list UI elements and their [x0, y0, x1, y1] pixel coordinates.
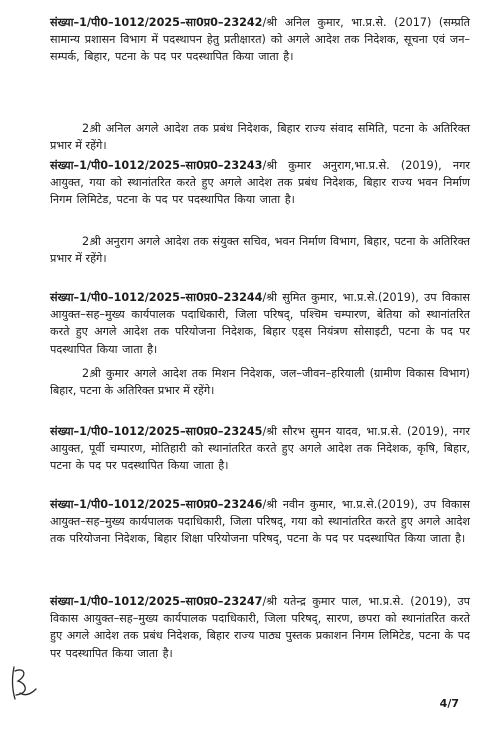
- sub-text: श्री कुमार अगले आदेश तक मिशन निदेशक, जल–जीवन–हरियाली (ग्रामीण विकास विभाग) बिहार, पटना के अतिरिक्त प्रभार में रहेंगे।: [50, 367, 470, 398]
- sub-text: श्री अनुराग अगले आदेश तक संयुक्त सचिव, भवन निर्माण विभाग, बिहार, पटना के अतिरिक्त प्रभार में रहेंगे।: [50, 235, 470, 266]
- order-number: संख्या–1/पी0–1012/2025–सा0प्र0–23244: [50, 291, 263, 304]
- order-number: संख्या–1/पी0–1012/2025–सा0प्र0–23245: [50, 425, 263, 438]
- order-5: [50, 496, 470, 548]
- order-2: [50, 157, 470, 209]
- order-3: [50, 289, 470, 358]
- sub-text: श्री अनिल अगले आदेश तक प्रबंध निदेशक, बिहार राज्य संवाद समिति, पटना के अतिरिक्त प्रभार में रहेंगे।: [50, 122, 470, 153]
- order-text: /श्री कुमार अनुराग,भा.प्र.से. (2019), नगर आयुक्त, गया को स्थानांतरित करते हुए अगले आदेश तक प्रबंध निदेशक, बिहार राज्य भवन निर्माण निगम लिमिटेड, पटना के पद पर पदस्थापित किया जाता है।: [50, 159, 470, 207]
- order-1: [50, 14, 470, 66]
- order-text: /श्री अनिल कुमार, भा.प्र.से. (2017) (सम्प्रति सामान्य प्रशासन विभाग में पदस्थापन हेतु प्रतीक्षारत) को अगले आदेश तक निदेशक, सूचना एवं जन–सम्पर्क, बिहार, पटना के पद पर पदस्थापित किया जाता है।: [50, 16, 470, 64]
- order-text: /श्री नवीन कुमार, भा.प्र.से.(2019), उप विकास आयुक्त–सह–मुख्य कार्यपालक पदाधिकारी, जिला परिषद्, गया को स्थानांतरित करते हुए अगले आदेश तक परियोजना निदेशक, बिहार शिक्षा परियोजना परिषद्, पटना के पद पर पदस्थापित किया जाता है।: [50, 498, 470, 546]
- order-2-sub: [50, 233, 470, 267]
- order-number: संख्या–1/पी0–1012/2025–सा0प्र0–23243: [50, 159, 263, 172]
- order-1-sub: [50, 120, 470, 154]
- sub-number: 2.: [82, 122, 93, 135]
- order-number: संख्या–1/पी0–1012/2025–सा0प्र0–23247: [50, 595, 263, 608]
- handwritten-signature: [8, 663, 38, 703]
- sub-number: 2.: [82, 367, 93, 380]
- order-number: संख्या–1/पी0–1012/2025–सा0प्र0–23242: [50, 16, 263, 29]
- order-text: /श्री यतेन्द्र कुमार पाल, भा.प्र.से. (2019), उप विकास आयुक्त–सह–मुख्य कार्यपालक पदाधिकारी, जिला परिषद्, सारण, छपरा को स्थानांतरित करते हुए अगले आदेश तक प्रबंध निदेशक, बिहार राज्य पाठ्य पुस्तक प्रकाशन निगम लिमिटेड, पटना के पद पर पदस्थापित किया जाता है।: [50, 595, 470, 660]
- order-6: [50, 593, 470, 662]
- order-text: /श्री सुमित कुमार, भा.प्र.से.(2019), उप विकास आयुक्त–सह–मुख्य कार्यपालक पदाधिकारी, जिला परिषद्, पश्चिम चम्पारण, बेतिया को स्थानांतरित करते हुए अगले आदेश तक परियोजना निदेशक, बिहार एड्स नियंत्रण सोसाइटी, पटना के पद पर पदस्थापित किया जाता है।: [50, 291, 470, 356]
- order-4: [50, 423, 470, 475]
- sub-number: 2.: [82, 235, 93, 248]
- order-number: संख्या–1/पी0–1012/2025–सा0प्र0–23246: [50, 498, 263, 511]
- order-text: /श्री सौरभ सुमन यादव, भा.प्र.से. (2019), नगर आयुक्त, पूर्वी चम्पारण, मोतिहारी को स्थानांतरित करते हुए अगले आदेश तक निदेशक, कृषि, बिहार, पटना के पद पर पदस्थापित किया जाता है।: [50, 425, 470, 473]
- order-3-sub: [50, 365, 470, 399]
- page-number: 4/7: [439, 697, 459, 710]
